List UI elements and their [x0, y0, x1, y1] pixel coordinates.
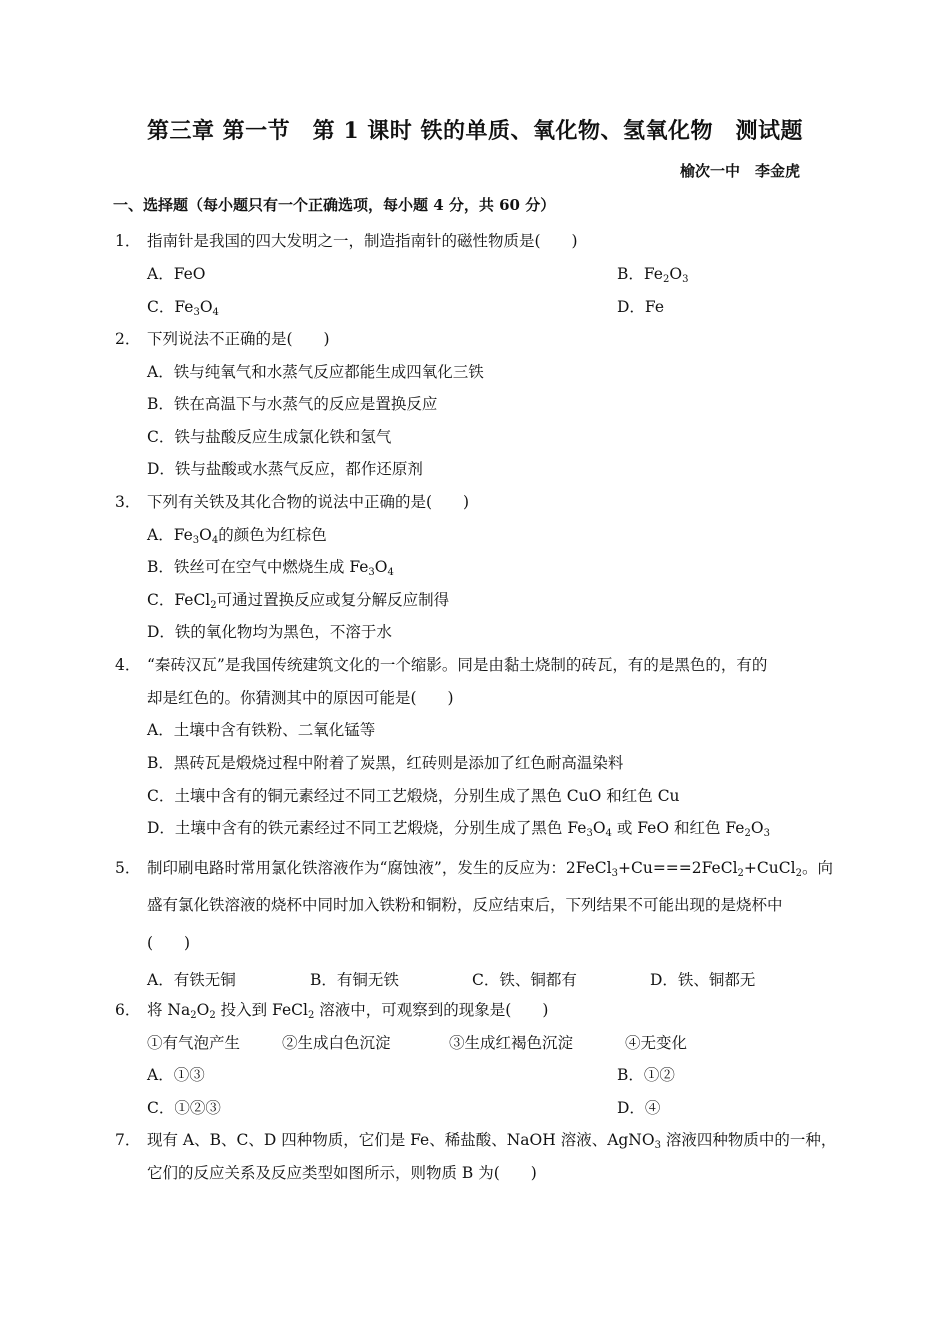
question-stem: 现有 A、B、C、D 四种物质，它们是 Fe、稀盐酸、NaOH 溶液、AgNO$_3$ 溶液四种物质中的一种， [147, 1131, 837, 1151]
question-number: 4． [115, 656, 141, 674]
option-d: D．铁与盐酸或水蒸气反应，都作还原剂 [147, 460, 423, 478]
option-a: A．FeO [147, 265, 206, 283]
option-c: C．①②③ [147, 1099, 221, 1117]
option-d: D．土壤中含有的铁元素经过不同工艺煅烧，分别生成了黑色 $Fe_3O_4$ 或 FeO 和红色 $Fe_2O_3$ [147, 819, 770, 839]
option-c: C．铁与盐酸反应生成氯化铁和氢气 [147, 428, 392, 446]
option-d: D．Fe [617, 298, 665, 316]
section-heading: 一、选择题（每小题只有一个正确选项，每小题 4 分，共 60 分） [113, 196, 556, 214]
question-stem-cont: 却是红色的。你猜测其中的原因可能是( ) [147, 689, 454, 707]
option-b: B．$Fe_2O_3$ [617, 265, 689, 285]
option-a: A．铁与纯氧气和水蒸气反应都能生成四氧化三铁 [147, 363, 484, 381]
question-stem: 将 $Na_2O_2$ 投入到 FeCl$_2$ 溶液中，可观察到的现象是( ) [147, 1001, 549, 1021]
option-b: B．①② [617, 1066, 675, 1084]
question-stem: 指南针是我国的四大发明之一，制造指南针的磁性物质是( ) [147, 232, 578, 250]
question-stem-cont: 它们的反应关系及反应类型如图所示，则物质 B 为( ) [147, 1164, 537, 1182]
option-c: C．FeCl$_2$可通过置换反应或复分解反应制得 [147, 591, 450, 611]
phenomenon-2: ②生成白色沉淀 [282, 1034, 391, 1052]
phenomenon-1: ①有气泡产生 [147, 1034, 241, 1052]
question-number: 6． [115, 1001, 141, 1019]
question-stem: “秦砖汉瓦”是我国传统建筑文化的一个缩影。同是由黏土烧制的砖瓦，有的是黑色的，有的 [147, 656, 768, 674]
phenomenon-4: ④无变化 [625, 1034, 688, 1052]
question-stem: 下列有关铁及其化合物的说法中正确的是( ) [147, 493, 470, 511]
question-number: 7． [115, 1131, 141, 1149]
option-d: D．铁、铜都无 [650, 971, 756, 989]
option-c: C．$Fe_3O_4$ [147, 298, 219, 318]
option-b: B．铁丝可在空气中燃烧生成 $Fe_3O_4$ [147, 558, 394, 578]
phenomenon-3: ③生成红褐色沉淀 [449, 1034, 574, 1052]
option-d: D．铁的氧化物均为黑色，不溶于水 [147, 623, 392, 641]
option-b: B．黑砖瓦是煅烧过程中附着了炭黑，红砖则是添加了红色耐高温染料 [147, 754, 624, 772]
option-a: A．①③ [147, 1066, 205, 1084]
question-number: 1． [115, 232, 141, 250]
option-a: A．土壤中含有铁粉、二氧化锰等 [147, 721, 376, 739]
question-number: 5． [115, 859, 141, 877]
question-stem-cont: ( ) [147, 934, 191, 952]
option-a: A．$Fe_3O_4$的颜色为红棕色 [147, 526, 327, 546]
option-a: A．有铁无铜 [147, 971, 236, 989]
option-b: B．有铜无铁 [310, 971, 399, 989]
author-line: 榆次一中 李金虎 [679, 162, 800, 180]
question-stem: 下列说法不正确的是( ) [147, 330, 330, 348]
option-d: D．④ [617, 1099, 661, 1117]
question-stem-cont: 盛有氯化铁溶液的烧杯中同时加入铁粉和铜粉，反应结束后，下列结果不可能出现的是烧杯中 [147, 896, 783, 914]
question-number: 3． [115, 493, 141, 511]
page-title: 第三章 第一节 第 1 课时 铁的单质、氧化物、氢氧化物 测试题 [147, 118, 803, 144]
option-b: B．铁在高温下与水蒸气的反应是置换反应 [147, 395, 438, 413]
question-number: 2． [115, 330, 141, 348]
option-c: C．铁、铜都有 [472, 971, 577, 989]
question-stem: 制印刷电路时常用氯化铁溶液作为“腐蚀液”，发生的反应为：2FeCl$_3$+Cu===2FeCl$_2$+CuCl$_2$。向 [147, 859, 833, 879]
option-c: C．土壤中含有的铜元素经过不同工艺煅烧，分别生成了黑色 CuO 和红色 Cu [147, 787, 680, 805]
